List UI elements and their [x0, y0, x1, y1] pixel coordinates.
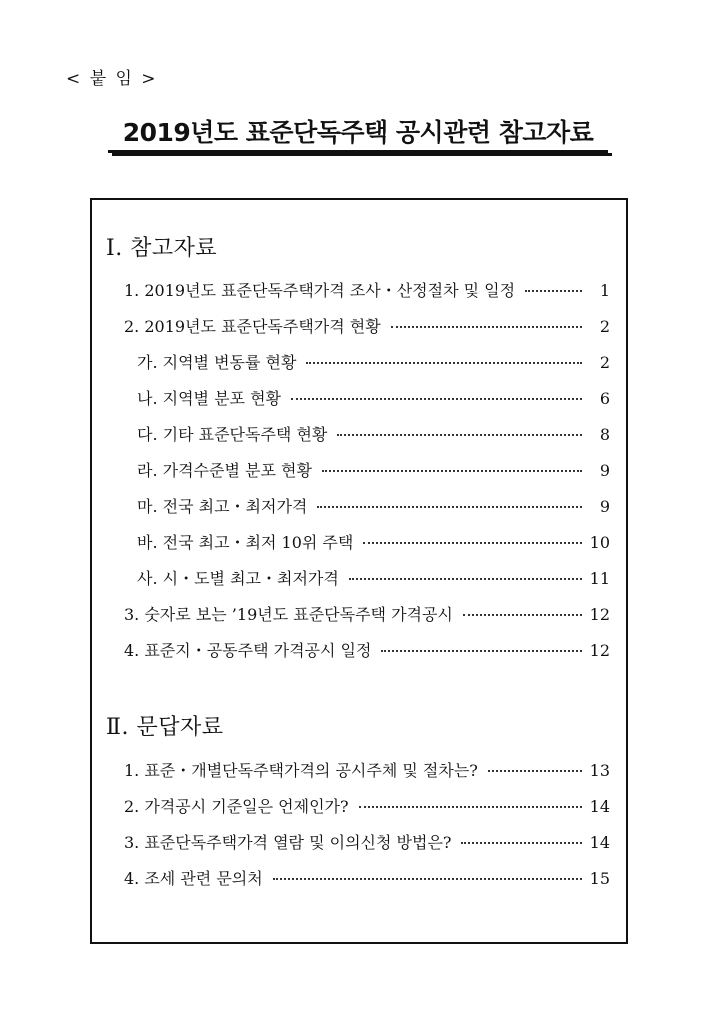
toc-leader [381, 650, 582, 652]
toc-entry[interactable] [124, 758, 610, 782]
toc-entry-label: 나. 지역별 분포 현황 [137, 389, 281, 408]
toc-page-number: 11 [589, 569, 610, 588]
toc-leader [463, 614, 582, 616]
toc-entry-label: 바. 전국 최고・최저 10위 주택 [137, 533, 354, 552]
toc-entry[interactable] [124, 314, 610, 338]
toc-entry-label: 사. 시・도별 최고・최저가격 [137, 569, 339, 588]
toc-entry[interactable] [124, 830, 610, 854]
toc-leader [273, 878, 582, 880]
toc-entry[interactable] [124, 794, 610, 818]
toc-page-number: 12 [589, 605, 610, 624]
toc-entry-label: 마. 전국 최고・최저가격 [137, 497, 308, 516]
toc-leader [306, 362, 582, 364]
toc-entry[interactable] [124, 602, 610, 626]
toc-leader [349, 578, 582, 580]
toc-subentry[interactable] [137, 350, 610, 374]
toc-page-number: 15 [589, 869, 610, 888]
toc-entry-label: 1. 2019년도 표준단독주택가격 조사・산정절차 및 일정 [124, 281, 516, 300]
toc-entry[interactable] [124, 278, 610, 302]
toc-entry-label: 라. 가격수준별 분포 현황 [137, 461, 312, 480]
toc-entry[interactable] [124, 638, 610, 662]
toc-page-number: 1 [599, 281, 610, 300]
toc-subentry[interactable] [137, 458, 610, 482]
toc-subentry[interactable] [137, 494, 610, 518]
toc-leader [525, 290, 582, 292]
toc-leader [322, 470, 582, 472]
toc-page-number: 2 [599, 317, 610, 336]
toc-page-number: 10 [589, 533, 610, 552]
toc-subentry[interactable] [137, 386, 610, 410]
toc-leader [291, 398, 582, 400]
section-heading-references: Ⅰ. 참고자료 [106, 236, 218, 261]
toc-leader [488, 770, 582, 772]
toc-page-number: 12 [589, 641, 610, 660]
toc-subentry[interactable] [137, 530, 610, 554]
toc-page-number: 9 [599, 461, 610, 480]
toc-leader [363, 542, 582, 544]
toc-entry[interactable] [124, 866, 610, 890]
toc-entry-label: 2. 가격공시 기준일은 언제인가? [124, 797, 349, 816]
section-heading-qna: Ⅱ. 문답자료 [106, 715, 224, 740]
toc-leader [391, 326, 582, 328]
toc-leader [317, 506, 582, 508]
toc-subentry[interactable] [137, 422, 610, 446]
toc-entry-label: 3. 표준단독주택가격 열람 및 이의신청 방법은? [124, 833, 452, 852]
document-title: 2019년도 표준단독주택 공시관련 참고자료 [122, 118, 594, 147]
toc-leader [359, 806, 582, 808]
toc-page-number: 8 [599, 425, 610, 444]
toc-page-number: 13 [589, 761, 610, 780]
toc-subentry[interactable] [137, 566, 610, 590]
toc-page-number: 9 [599, 497, 610, 516]
toc-leader [461, 842, 582, 844]
toc-entry-label: 1. 표준・개별단독주택가격의 공시주체 및 절차는? [124, 761, 478, 780]
title-underline-shadow [112, 153, 612, 156]
toc-entry-label: 다. 기타 표준단독주택 현황 [137, 425, 328, 444]
toc-entry-label: 가. 지역별 변동률 현황 [137, 353, 297, 372]
toc-page-number: 14 [589, 797, 610, 816]
toc-entry-label: 4. 표준지・공동주택 가격공시 일정 [124, 641, 372, 660]
toc-entry-label: 2. 2019년도 표준단독주택가격 현황 [124, 317, 381, 336]
toc-entry-label: 3. 숫자로 보는 ’19년도 표준단독주택 가격공시 [124, 605, 453, 624]
toc-leader [337, 434, 582, 436]
toc-page-number: 14 [589, 833, 610, 852]
toc-page-number: 6 [599, 389, 610, 408]
attachment-label: < 붙 임 > [66, 69, 158, 89]
toc-page-number: 2 [599, 353, 610, 372]
toc-entry-label: 4. 조세 관련 문의처 [124, 869, 263, 888]
